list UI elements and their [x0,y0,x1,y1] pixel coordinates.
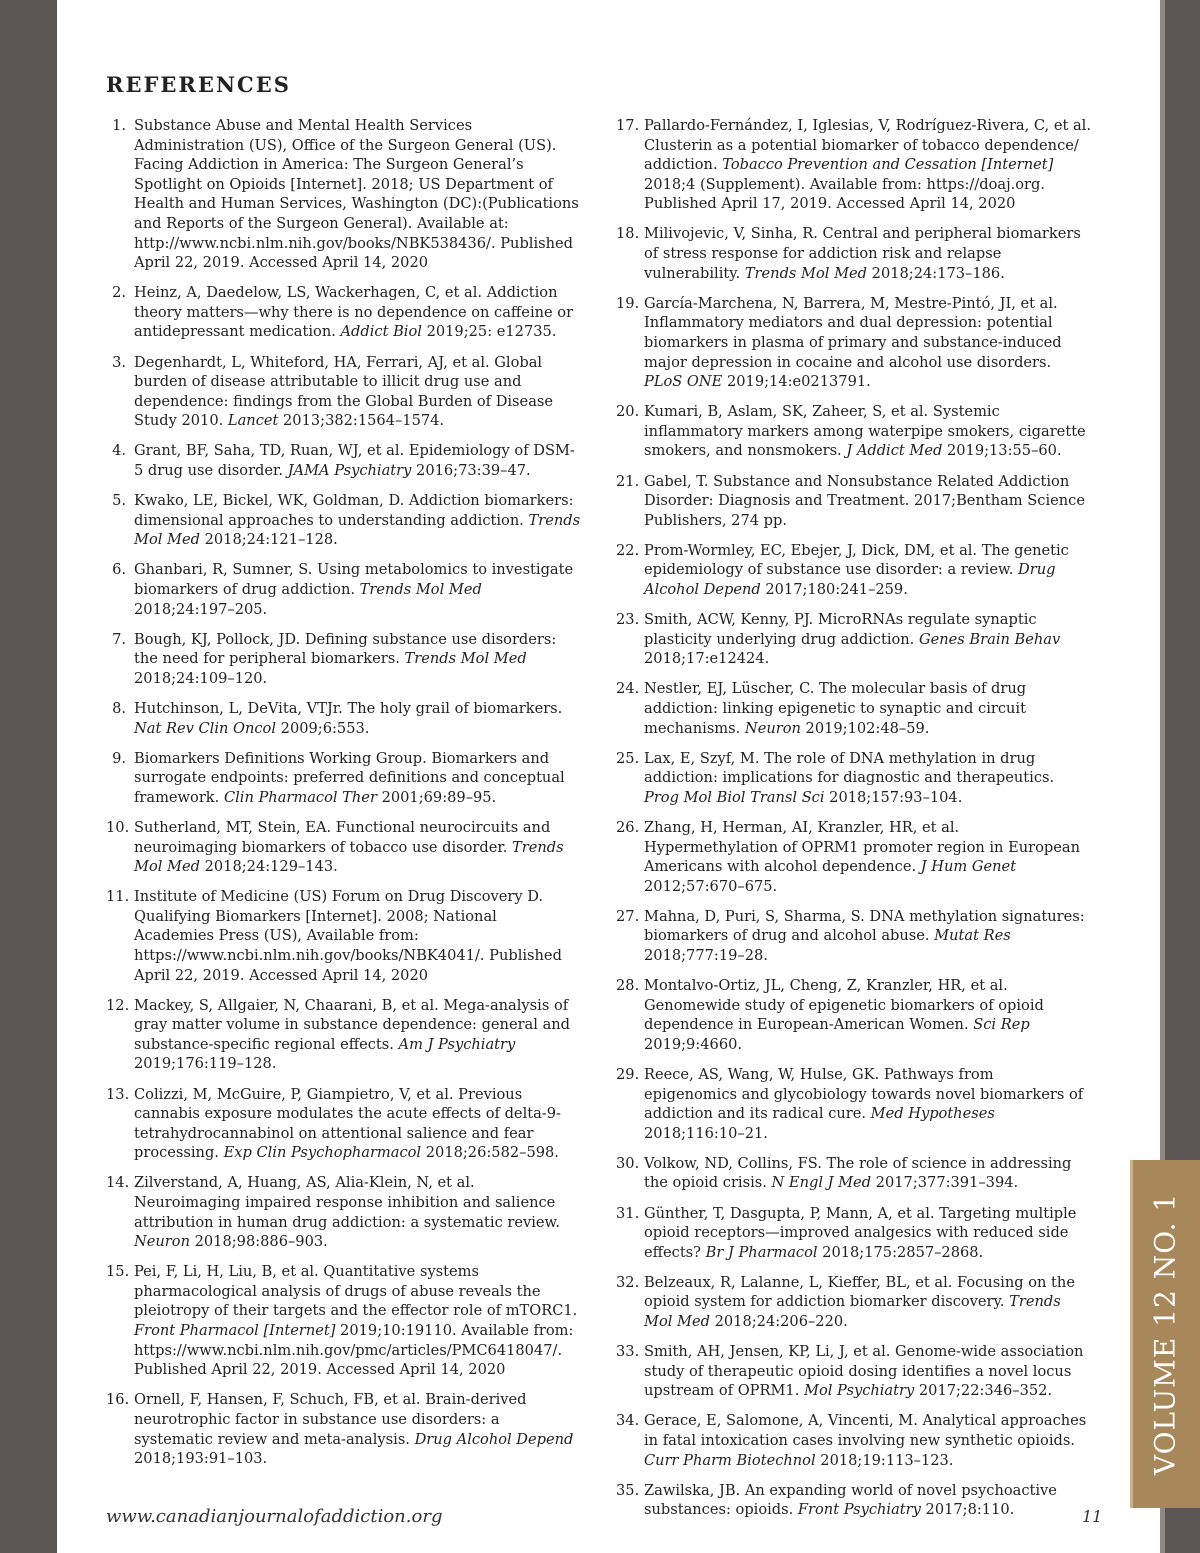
reference-citation: Montalvo-Ortiz, JL, Cheng, Z, Kranzler, HR, et al. Genomewide study of epigenetic biomarkers of opioid dependence in European-American Women. [644,977,1044,1034]
reference-journal: JAMA Psychiatry [287,462,412,479]
reference-citation: Bough, KJ, Pollock, JD. Defining substance use disorders: the need for peripheral biomarkers. [134,630,557,668]
reference-citation: García-Marchena, N, Barrera, M, Mestre-Pintó, JI, et al. Inflammatory mediators and dual depression: potential biomarkers in plasma of primary and substance-induced major depression in cocaine and alcohol use disorders. [644,294,1062,371]
reference-number: 21. [616,472,640,490]
reference-citation: Zhang, H, Herman, AI, Kranzler, HR, et al. Hypermethylation of OPRM1 promoter region in European Americans with alcohol dependence. [644,818,1080,876]
reference-details: 2017;8:110. [920,1501,1015,1519]
reference-journal: Exp Clin Psychopharmacol [223,1144,422,1162]
reference-number: 34. [616,1412,640,1430]
reference-number: 11. [106,888,130,906]
reference-number: 25. [616,749,640,767]
reference-citation: Heinz, A, Daedelow, LS, Wackerhagen, C, et al. Addiction theory matters—why there is no dependence on caffeine or antidepressant medication. [134,284,574,341]
reference-number: 14. [106,1174,130,1192]
reference-journal: Front Psychiatry [797,1501,921,1519]
reference-item [616,541,1091,600]
reference-journal: Tobacco Prevention and Cessation [Internet] [722,156,1054,174]
reference-journal: Trends Mol Med [644,1293,1061,1330]
reference-details: 2016;73:39–47. [411,462,531,479]
reference-citation: Gabel, T. Substance and Nonsubstance Related Addiction Disorder: Diagnosis and Treatment. 2017;Bentham Science Publishers, 274 pp. [644,472,1085,529]
reference-text [644,976,1091,1054]
reference-citation: Sutherland, MT, Stein, EA. Functional neurocircuits and neuroimaging biomarkers of tobacco use disorder. [134,818,551,856]
reference-text [644,749,1091,808]
reference-text [644,679,1091,738]
reference-item [616,116,1091,214]
reference-text [134,818,581,877]
reference-citation: Colizzi, M, McGuire, P, Giampietro, V, et al. Previous cannabis exposure modulates the acute effects of delta-9-tetrahydrocannabinol on attentional salience and fear processing. [134,1085,561,1162]
reference-citation: Reece, AS, Wang, W, Hulse, GK. Pathways from epigenomics and glycobiology towards novel biomarkers of addiction and its radical cure. [644,1065,1084,1123]
reference-journal: J Hum Genet [920,858,1017,876]
reference-item [616,610,1091,669]
reference-citation: Milivojevic, V, Sinha, R. Central and peripheral biomarkers of stress response for addiction risk and relapse vulnerability. [644,225,1081,282]
reference-journal: N Engl J Med [771,1174,872,1192]
reference-text [134,491,581,550]
reference-citation: Kumari, B, Aslam, SK, Zaheer, S, et al. Systemic inflammatory markers among waterpipe smokers, cigarette smokers, and nonsmokers. [644,403,1086,460]
reference-item [106,1173,581,1251]
reference-details: 2019;102:48–59. [800,719,930,737]
reference-details: 2018;777:19–28. [644,946,768,964]
reference-number: 27. [616,907,640,925]
reference-number: 24. [616,680,640,698]
reference-journal: Trends Mol Med [744,264,868,282]
reference-journal: PLoS ONE [644,373,723,391]
reference-details: 2001;69:89–95. [376,788,497,806]
reference-item [616,1273,1091,1332]
reference-citation: Lax, E, Szyf, M. The role of DNA methylation in drug addiction: implications for diagnostic and therapeutics. [644,749,1055,787]
reference-item [616,679,1091,738]
reference-text [134,996,581,1074]
references-column-left [106,116,581,1479]
reference-journal: Trends Mol Med [404,650,527,668]
reference-details: 2018;19:113–123. [815,1451,954,1469]
reference-details: 2019;10:19110. Available from: https://www.ncbi.nlm.nih.gov/pmc/articles/PMC6418047/. Published April 22, 2019. Accessed April 14, 2020 [134,1322,574,1379]
reference-citation: Mahna, D, Puri, S, Sharma, S. DNA methylation signatures: biomarkers of drug and alcohol abuse. [644,907,1085,945]
reference-number: 1. [112,117,126,134]
reference-item [106,1085,581,1163]
reference-text [644,610,1091,669]
reference-item [106,283,581,342]
reference-text [134,353,581,431]
reference-text [644,472,1091,531]
reference-text [644,907,1091,966]
reference-citation: Institute of Medicine (US) Forum on Drug Discovery D. Qualifying Biomarkers [Internet]. 2008; National Academies Press (US), Available from: https://www.ncbi.nlm.nih.gov/books/NBK4041/. Published April 22, 2019. Accessed April 14, 2020 [134,888,562,984]
reference-journal: Mutat Res [934,927,1011,945]
reference-details: 2018;24:129–143. [199,858,338,876]
reference-item [616,818,1091,896]
reference-citation: Gerace, E, Salomone, A, Vincenti, M. Analytical approaches in fatal intoxication cases involving new synthetic opioids. [644,1412,1087,1449]
reference-journal: Addict Biol [340,323,422,341]
reference-number: 5. [112,492,126,510]
reference-text [134,749,581,808]
reference-citation: Smith, AH, Jensen, KP, Li, J, et al. Genome-wide association study of therapeutic opioid dosing identifies a novel locus upstream of OPRM1. [644,1343,1084,1400]
reference-item [106,1390,581,1468]
reference-text [134,283,581,342]
reference-item [616,907,1091,966]
left-page-band [0,0,57,1553]
reference-text [134,630,581,689]
reference-item [616,1481,1091,1520]
reference-details: 2019;9:4660. [644,1035,743,1053]
reference-citation: Prom-Wormley, EC, Ebejer, J, Dick, DM, et al. The genetic epidemiology of substance use disorder: a review. [644,541,1069,579]
reference-citation: Mackey, S, Allgaier, N, Chaarani, B, et al. Mega-analysis of gray matter volume in substance dependence: general and substance-specific regional effects. [134,996,571,1053]
reference-text [644,1154,1091,1193]
reference-text [134,699,581,738]
reference-details: 2018;116:10–21. [644,1124,768,1142]
reference-text [644,1204,1091,1263]
reference-citation: Belzeaux, R, Lalanne, L, Kieffer, BL, et al. Focusing on the opioid system for addiction biomarker discovery. [644,1273,1075,1311]
reference-journal: J Addict Med [846,442,943,460]
reference-item [106,818,581,877]
reference-citation: Zilverstand, A, Huang, AS, Alia-Klein, N, et al. Neuroimaging impaired response inhibition and salience attribution in human drug addiction: a systematic review. [134,1174,560,1231]
reference-item [106,441,581,480]
reference-number: 8. [112,699,126,717]
reference-journal: Neuron [134,1233,190,1251]
reference-citation: Smith, ACW, Kenny, PJ. MicroRNAs regulate synaptic plasticity underlying drug addiction. [644,611,1037,648]
reference-item [616,749,1091,808]
reference-citation: Volkow, ND, Collins, FS. The role of science in addressing the opioid crisis. [644,1154,1072,1192]
reference-item [106,699,581,738]
reference-number: 12. [106,996,130,1014]
references-column-right [616,116,1091,1530]
reference-journal: Trends Mol Med [134,511,581,549]
reference-text [644,541,1091,600]
reference-number: 35. [616,1481,640,1499]
reference-journal: Med Hypotheses [870,1105,995,1123]
reference-journal: Am J Psychiatry [398,1035,516,1053]
reference-text [134,1085,581,1163]
volume-label: VOLUME 12 NO. 1 [1148,1192,1182,1476]
reference-journal: Nat Rev Clin Oncol [134,719,277,737]
reference-details: 2018;26:582–598. [421,1144,559,1162]
reference-details: 2018;17:e12424. [644,650,770,668]
reference-item [106,560,581,619]
reference-details: 2018;157:93–104. [824,788,963,806]
reference-item [616,402,1091,461]
reference-item [616,1204,1091,1263]
reference-number: 3. [112,353,126,371]
reference-text [644,294,1091,392]
reference-text [644,818,1091,896]
reference-journal: Sci Rep [973,1016,1030,1034]
reference-item [616,976,1091,1054]
footer-url[interactable]: www.canadianjournalofaddiction.org [106,1506,443,1527]
reference-journal: Prog Mol Biol Transl Sci [644,788,825,806]
reference-details: 2018;24:121–128. [199,531,338,549]
reference-journal: Genes Brain Behav [918,630,1061,648]
reference-journal: Br J Pharmacol [705,1243,818,1261]
reference-details: 2019;176:119–128. [134,1055,277,1073]
reference-text [644,1273,1091,1332]
reference-number: 28. [616,977,640,995]
reference-journal: Lancet [227,412,279,430]
reference-number: 33. [616,1343,640,1361]
reference-number: 29. [616,1065,640,1083]
reference-text [644,1481,1091,1520]
reference-item [616,1342,1091,1401]
reference-journal: Trends Mol Med [359,580,482,598]
reference-journal: Curr Pharm Biotechnol [644,1451,816,1469]
reference-citation: Günther, T, Dasgupta, P, Mann, A, et al. Targeting multiple opioid receptors—improved analgesics with reduced side effects? [644,1204,1077,1261]
reference-details: 2018;24:173–186. [867,264,1005,282]
reference-number: 16. [106,1391,130,1409]
reference-journal: Clin Pharmacol Ther [223,788,377,806]
reference-number: 4. [112,442,126,460]
reference-journal: Mol Psychiatry [804,1382,915,1400]
reference-details: 2018;175:2857–2868. [817,1243,984,1261]
reference-item [616,294,1091,392]
reference-item [616,1065,1091,1143]
reference-text [134,1262,581,1380]
reference-journal: Drug Alcohol Depend [414,1430,574,1448]
reference-text [644,1342,1091,1401]
reference-citation: Degenhardt, L, Whiteford, HA, Ferrari, AJ, et al. Global burden of disease attributable to illicit drug use and dependence: findings from the Global Burden of Disease Study 2010. [134,353,554,430]
reference-item [616,1154,1091,1193]
reference-citation: Pei, F, Li, H, Liu, B, et al. Quantitative systems pharmacological analysis of drugs of abuse reveals the pleiotropy of their targets and the effector role of mTORC1. [134,1263,578,1320]
reference-text [644,1411,1091,1470]
reference-number: 23. [616,611,640,629]
reference-citation: Substance Abuse and Mental Health Services Administration (US), Office of the Surgeon General (US). Facing Addiction in America: The Surgeon General’s Spotlight on Opioids [Internet]. 2018; US Department of Health and Human Services, Washington (DC):(Publications and Reports of the Surgeon General). Available at: http://www.ncbi.nlm.nih.gov/books/NBK538436/. Published April 22, 2019. Accessed April 14, 2020 [134,117,579,272]
reference-details: 2019;13:55–60. [942,442,1062,460]
reference-text [644,1065,1091,1143]
reference-details: 2009;6:553. [276,719,370,737]
reference-item [106,996,581,1074]
reference-item [616,224,1091,283]
reference-journal: Drug Alcohol Depend [644,561,1056,598]
reference-item [106,491,581,550]
reference-details: 2018;4 (Supplement). Available from: https://doaj.org. Published April 17, 2019. Accessed April 14, 2020 [644,175,1045,213]
reference-number: 2. [112,284,126,302]
reference-text [134,1173,581,1251]
reference-citation: Ornell, F, Hansen, F, Schuch, FB, et al. Brain-derived neurotrophic factor in substance use disorders: a systematic review and meta-analysis. [134,1391,527,1448]
reference-citation: Kwako, LE, Bickel, WK, Goldman, D. Addiction biomarkers: dimensional approaches to understanding addiction. [134,492,574,529]
reference-number: 9. [112,749,126,767]
reference-citation: Ghanbari, R, Sumner, S. Using metabolomics to investigate biomarkers of drug addiction. [134,561,574,598]
reference-text [134,560,581,619]
reference-text [134,1390,581,1468]
reference-item [106,749,581,808]
reference-citation: Pallardo-Fernández, I, Iglesias, V, Rodríguez-Rivera, C, et al. Clusterin as a potential biomarker of tobacco dependence/ addiction. [644,117,1091,174]
section-heading: REFERENCES [106,72,291,97]
reference-number: 32. [616,1273,640,1291]
reference-number: 13. [106,1085,130,1103]
reference-text [134,116,581,273]
reference-details: 2018;24:197–205. [134,600,268,618]
reference-item [616,472,1091,531]
reference-number: 7. [112,630,126,648]
reference-text [644,402,1091,461]
reference-item [106,630,581,689]
reference-citation: Zawilska, JB. An expanding world of novel psychoactive substances: opioids. [644,1481,1057,1519]
reference-text [134,441,581,480]
reference-details: 2019;25: e12735. [421,323,557,341]
reference-number: 19. [616,294,640,312]
reference-citation: Biomarkers Definitions Working Group. Biomarkers and surrogate endpoints: preferred definitions and conceptual framework. [134,749,565,806]
reference-text [134,887,581,985]
reference-number: 30. [616,1154,640,1172]
reference-item [616,1411,1091,1470]
reference-number: 10. [106,818,130,836]
reference-details: 2017;180:241–259. [760,580,908,598]
reference-item [106,1262,581,1380]
reference-details: 2018;193:91–103. [134,1450,268,1468]
reference-number: 17. [616,117,640,134]
reference-text [644,224,1091,283]
reference-number: 31. [616,1204,640,1222]
reference-details: 2019;14:e0213791. [722,373,871,391]
reference-item [106,116,581,273]
reference-citation: Grant, BF, Saha, TD, Ruan, WJ, et al. Epidemiology of DSM-5 drug use disorder. [134,442,575,479]
reference-number: 26. [616,818,640,836]
reference-journal: Front Pharmacol [Internet] [134,1322,336,1340]
reference-number: 22. [616,541,640,559]
reference-journal: Neuron [744,719,801,737]
reference-details: 2018;98:886–903. [189,1233,328,1251]
reference-details: 2017;377:391–394. [871,1174,1019,1192]
reference-number: 6. [112,561,126,579]
reference-item [106,887,581,985]
reference-text [644,116,1091,214]
reference-citation: Hutchinson, L, DeVita, VTJr. The holy grail of biomarkers. [134,699,563,717]
reference-details: 2018;24:206–220. [709,1312,848,1330]
reference-details: 2012;57:670–675. [644,877,778,895]
page-number: 11 [1082,1507,1103,1526]
reference-citation: Nestler, EJ, Lüscher, C. The molecular basis of drug addiction: linking epigenetic to synaptic and circuit mechanisms. [644,680,1027,737]
reference-number: 15. [106,1263,130,1281]
reference-number: 18. [616,225,640,243]
reference-item [106,353,581,431]
reference-number: 20. [616,403,640,421]
reference-journal: Trends Mol Med [134,838,564,876]
reference-details: 2018;24:109–120. [134,669,268,687]
reference-details: 2017;22:346–352. [914,1382,1053,1400]
reference-details: 2013;382:1564–1574. [278,412,445,430]
